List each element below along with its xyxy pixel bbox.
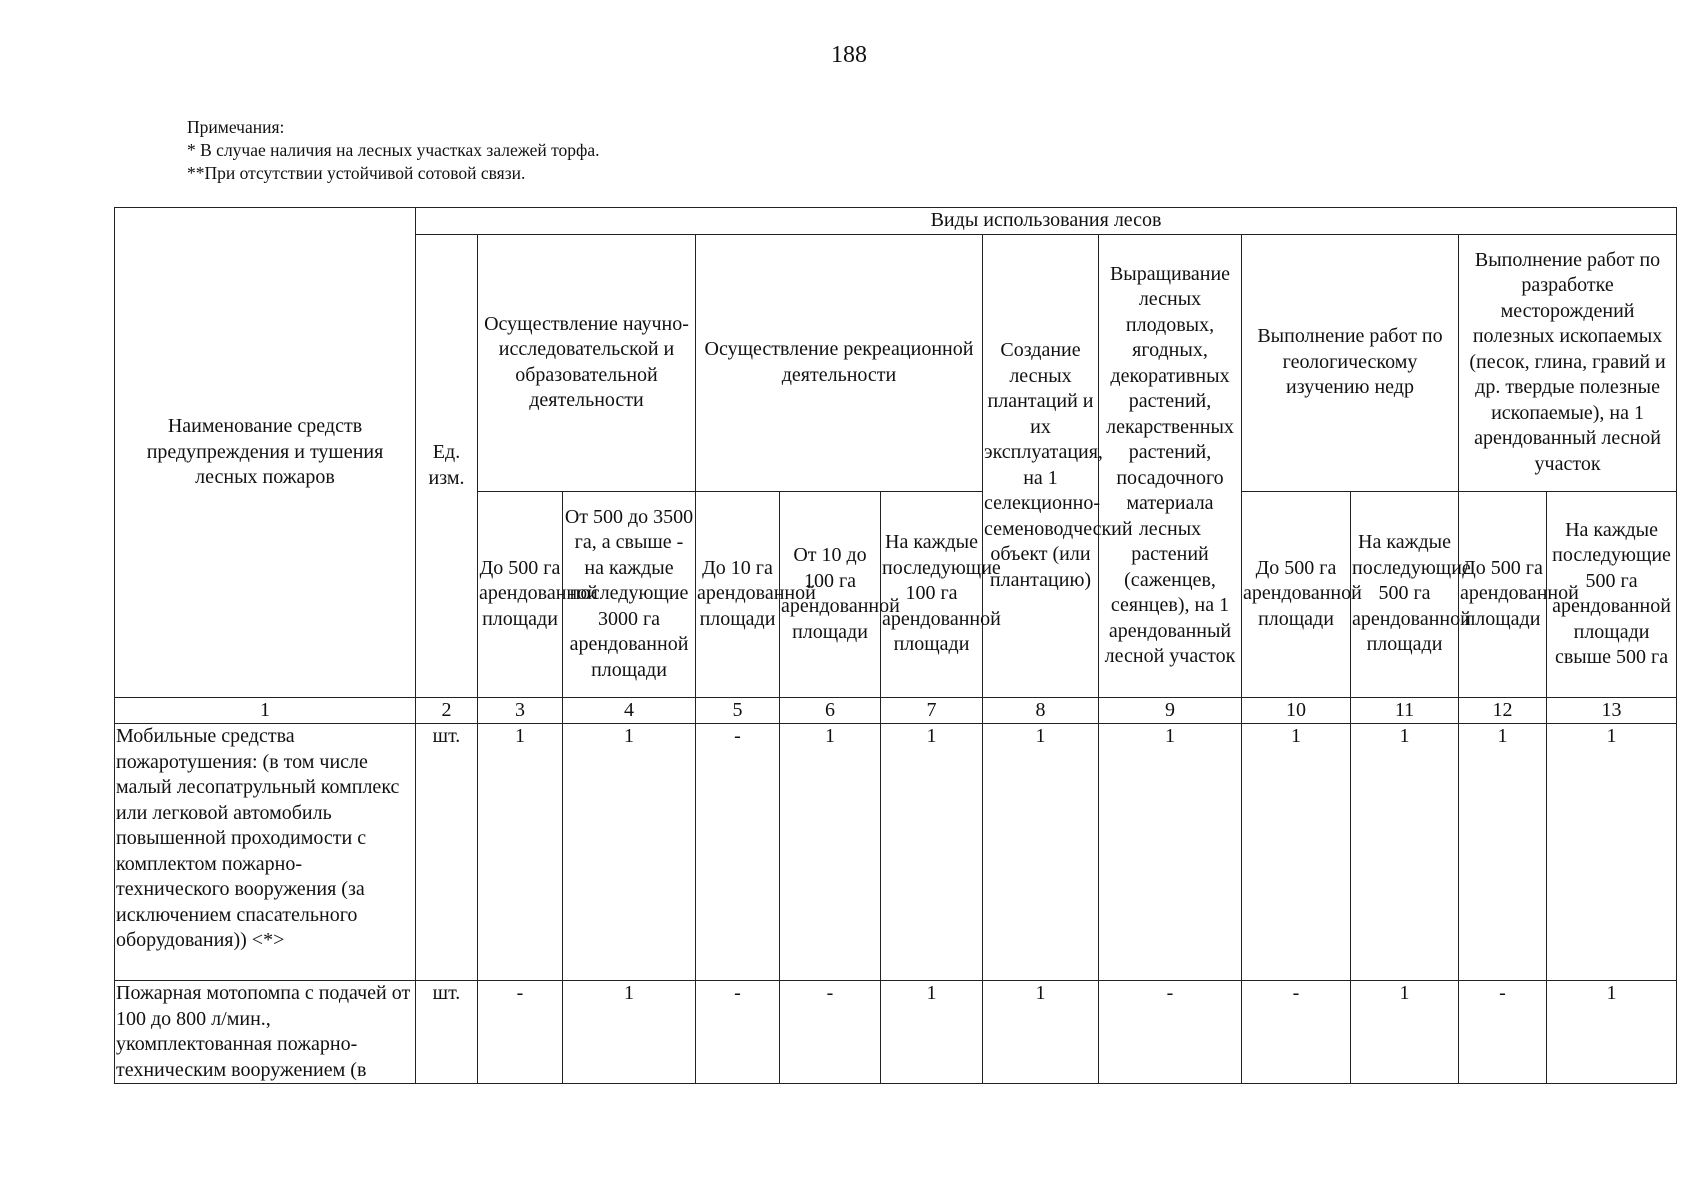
table-cell: - [1459,981,1547,1084]
table-cell: 1 [1099,724,1242,981]
header-subcategory: До 500 га арендованной площади [1242,491,1351,697]
table-cell: - [780,981,881,1084]
column-number-row [115,697,1677,724]
note-item: * В случае наличия на лесных участках залежей торфа. [187,140,600,160]
table-cell: 1 [563,981,696,1084]
header-category: Осуществление научно-исследовательской и образовательной деятельности [478,234,696,491]
header-subcategory: От 500 до 3500 га, а свыше - на каждые последующие 3000 га арендованной площади [563,491,696,697]
table-cell: 1 [780,724,881,981]
table-cell: 1 [1351,724,1459,981]
column-number: 7 [881,697,983,724]
column-number: 2 [416,697,478,724]
table-cell: - [696,724,780,981]
table-cell: - [696,981,780,1084]
table-cell: 1 [1547,724,1677,981]
header-group: Виды использования лесов [416,208,1677,235]
column-number: 6 [780,697,881,724]
column-number: 9 [1099,697,1242,724]
table-row [115,724,1677,981]
table-cell: 1 [983,981,1099,1084]
column-number: 1 [115,697,416,724]
table-cell: - [478,981,563,1084]
row-name: Мобильные средства пожаротушения: (в том числе малый лесопатрульный комплекс или легковой автомобиль повышенной проходимости с комплектом пожарно-технического вооружения (за исключением спасательного оборудования)) <*> [115,724,416,981]
column-number: 12 [1459,697,1547,724]
table-cell: 1 [983,724,1099,981]
forest-fire-equipment-table [114,207,1677,1084]
header-category: Выполнение работ по разработке месторождений полезных ископаемых (песок, глина, гравий и др. твердые полезные ископаемые), на 1 арендованный лесной участок [1459,234,1677,491]
header-subcategory: До 500 га арендованной площади [1459,491,1547,697]
table-cell: - [1099,981,1242,1084]
header-category: Осуществление рекреационной деятельности [696,234,983,491]
column-number: 11 [1351,697,1459,724]
column-number: 13 [1547,697,1677,724]
row-name: Пожарная мотопомпа с подачей от 100 до 800 л/мин., укомплектованная пожарно-техническим вооружением (в [115,981,416,1084]
header-subcategory: До 10 га арендованной площади [696,491,780,697]
header-name: Наименование средств предупреждения и тушения лесных пожаров [115,208,416,698]
header-category: Выполнение работ по геологическому изучению недр [1242,234,1459,491]
column-number: 4 [563,697,696,724]
header-category: Создание лесных плантаций и их эксплуатация, на 1 селекционно-семеноводческий объект (или плантацию) [983,234,1099,697]
table-cell: 1 [1242,724,1351,981]
table-row [115,981,1677,1084]
table-cell: 1 [1547,981,1677,1084]
header-subcategory: От 10 до 100 га арендованной площади [780,491,881,697]
column-number: 10 [1242,697,1351,724]
table-cell: 1 [1351,981,1459,1084]
column-number: 3 [478,697,563,724]
header-subcategory: На каждые последующие 100 га арендованной площади [881,491,983,697]
table-cell: 1 [881,724,983,981]
header-category: Выращивание лесных плодовых, ягодных, декоративных растений, лекарственных растений, посадочного материала лесных растений (саженцев, сеянцев), на 1 арендованный лесной участок [1099,234,1242,697]
notes [187,116,600,185]
header-subcategory: На каждые последующие 500 га арендованной площади свыше 500 га [1547,491,1677,697]
column-number: 8 [983,697,1099,724]
table-cell: 1 [478,724,563,981]
page-number: 188 [831,42,867,68]
header-unit: Ед. изм. [416,234,478,697]
table-cell: - [1242,981,1351,1084]
header-subcategory: До 500 га арендованной площади [478,491,563,697]
table-cell: 1 [563,724,696,981]
row-unit: шт. [416,724,478,981]
row-unit: шт. [416,981,478,1084]
header-subcategory: На каждые последующие 500 га арендованной площади [1351,491,1459,697]
table-cell: 1 [881,981,983,1084]
table-cell: 1 [1459,724,1547,981]
column-number: 5 [696,697,780,724]
note-item: **При отсутствии устойчивой сотовой связи. [187,163,526,183]
notes-title: Примечания: [187,117,285,137]
